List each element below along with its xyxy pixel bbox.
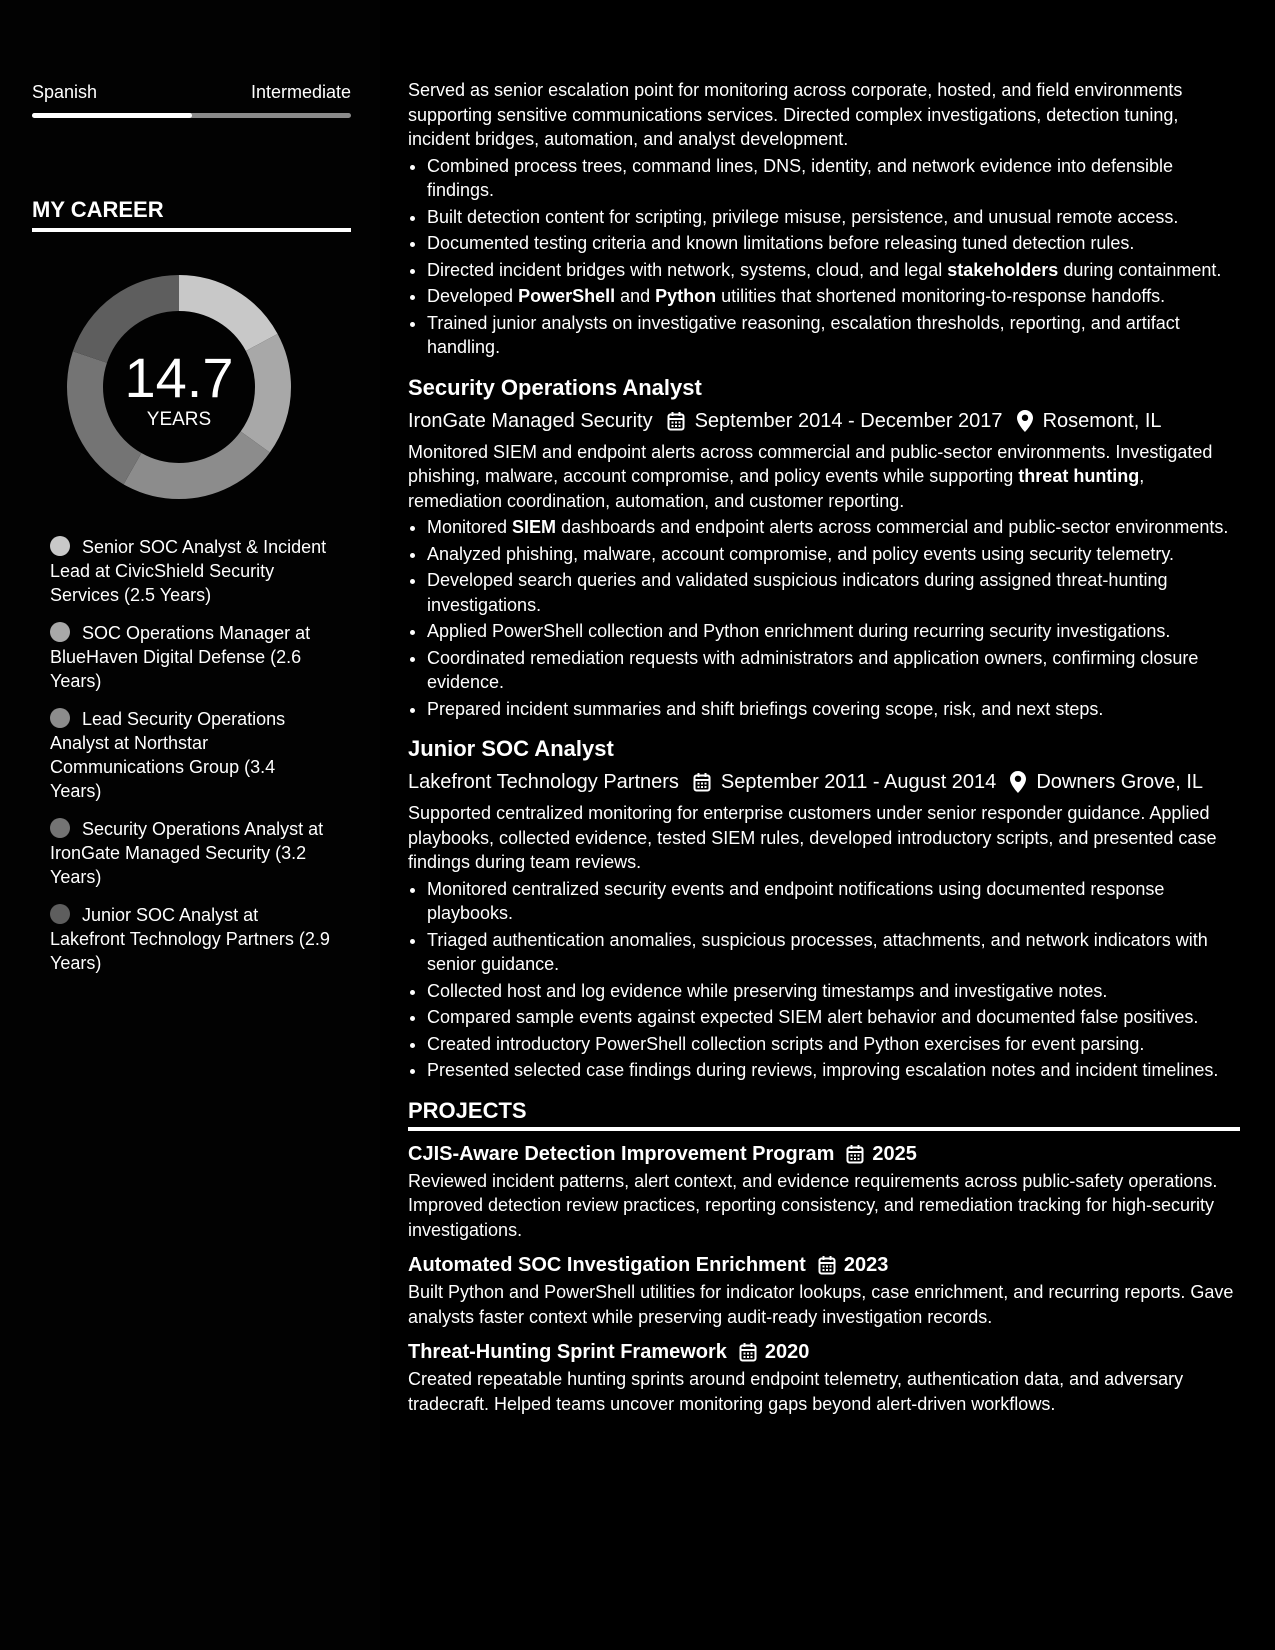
- bullet-item: [427, 1058, 1240, 1083]
- bullet-item: [427, 979, 1240, 1004]
- project-title: Automated SOC Investigation Enrichment: [408, 1254, 806, 1276]
- text-segment: Compared sample events against expected SIEM alert behavior and documented false positives.: [427, 1007, 1199, 1027]
- emphasis-text: Python: [655, 286, 717, 306]
- bullet-item: [427, 877, 1240, 926]
- career-legend: [50, 535, 330, 989]
- role-location: Rosemont, IL: [1042, 409, 1162, 432]
- role-location: Downers Grove, IL: [1036, 771, 1204, 793]
- language-name: Spanish: [32, 82, 98, 102]
- project-entry: [408, 1141, 1240, 1243]
- legend-dot: [50, 622, 70, 642]
- legend-item: [50, 903, 330, 975]
- text-segment: Applied PowerShell collection and Python enrichment during recurring security investigations.: [427, 621, 1171, 641]
- project-description: Built Python and PowerShell utilities for indicator lookups, case enrichment, and recurring reports. Gave analysts faster context while preserving audit-ready investigation records.: [408, 1282, 1234, 1327]
- text-segment: Directed incident bridges with network, systems, cloud, and legal: [427, 259, 948, 280]
- role-summary: [408, 801, 1240, 875]
- legend-label: SOC Operations Manager at BlueHaven Digital Defense (2.6 Years): [50, 623, 311, 691]
- role-entry: [408, 735, 1240, 1083]
- text-segment: during containment.: [1058, 259, 1222, 280]
- project-entry: [408, 1339, 1240, 1416]
- text-segment: Triaged authentication anomalies, suspicious processes, attachments, and network indicators with senior guidance.: [427, 929, 1208, 974]
- legend-dot: [50, 818, 70, 838]
- bullet-item: [427, 231, 1240, 256]
- text-segment: Monitored: [427, 517, 513, 537]
- projects-list: [408, 1141, 1240, 1417]
- text-segment: , remediation coordination, automation, and customer reporting.: [408, 466, 1145, 511]
- legend-item: [50, 817, 330, 889]
- legend-label: Security Operations Analyst at IronGate Managed Security (3.2 Years): [50, 819, 324, 887]
- career-donut-chart: [64, 272, 294, 502]
- company-name: Lakefront Technology Partners: [408, 771, 679, 793]
- legend-dot: [50, 536, 70, 556]
- text-segment: Monitored centralized security events and endpoint notifications using documented response playbooks.: [427, 878, 1165, 923]
- role-meta: [408, 408, 1240, 434]
- bullet-item: [427, 619, 1240, 644]
- language-skill: [32, 80, 351, 118]
- project-heading: [408, 1252, 1240, 1278]
- bullet-item: [427, 568, 1240, 617]
- role-dates: September 2014 - December 2017: [694, 409, 1003, 432]
- bullet-item: [427, 515, 1240, 540]
- bullet-item: [427, 284, 1240, 309]
- role-dates: September 2011 - August 2014: [720, 771, 997, 793]
- project-title: CJIS-Aware Detection Improvement Program: [408, 1142, 835, 1165]
- language-proficiency-fill: [32, 113, 192, 118]
- text-segment: Documented testing criteria and known limitations before releasing tuned detection rules.: [427, 233, 1135, 253]
- text-segment: Prepared incident summaries and shift briefings covering scope, risk, and next steps.: [427, 698, 1104, 719]
- text-segment: dashboards and endpoint alerts across commercial and public-sector environments.: [556, 517, 1229, 537]
- project-entry: [408, 1252, 1240, 1329]
- calendar-icon: [739, 1342, 757, 1362]
- text-segment: and: [615, 286, 656, 306]
- project-description: Created repeatable hunting sprints around endpoint telemetry, authentication data, and adversary tradecraft. Helped teams uncover monitoring gaps beyond alert-driven workflows.: [408, 1369, 1184, 1414]
- emphasis-text: PowerShell: [518, 286, 616, 306]
- role-summary: Served as senior escalation point for monitoring across corporate, hosted, and field environments supporting sensitive communications services. Directed complex investigations, detection tuning, incident bridges, automation, and analyst development.: [408, 80, 1183, 149]
- career-total-years: 14.7: [124, 346, 234, 409]
- bullet-item: [427, 205, 1240, 230]
- text-segment: Developed: [427, 286, 519, 306]
- legend-item: [50, 621, 330, 693]
- project-year: 2025: [872, 1142, 917, 1165]
- project-year: 2020: [764, 1341, 810, 1363]
- career-total-unit: YEARS: [146, 409, 212, 430]
- legend-dot: [50, 708, 70, 728]
- legend-label: Lead Security Operations Analyst at Northstar Communications Group (3.4 Years): [50, 709, 286, 801]
- text-segment: Created introductory PowerShell collection scripts and Python exercises for event parsing.: [427, 1033, 1145, 1054]
- bullet-item: [427, 154, 1240, 203]
- text-segment: Combined process trees, command lines, DNS, identity, and network evidence into defensible findings.: [427, 155, 1174, 200]
- role-entry: [408, 374, 1240, 722]
- text-segment: Coordinated remediation requests with administrators and application owners, confirming closure evidence.: [427, 647, 1199, 692]
- bullet-item: [427, 542, 1240, 567]
- text-segment: Monitored SIEM and endpoint alerts across commercial and public-sector environments. Investigated phishing, malware, account compromise, and policy events while supporting: [408, 441, 1213, 486]
- sidebar: [0, 0, 380, 1650]
- calendar-icon: [693, 772, 711, 792]
- bullet-item: [427, 928, 1240, 977]
- legend-item: [50, 707, 330, 803]
- bullet-item: [427, 1005, 1240, 1030]
- role-meta: [408, 769, 1240, 795]
- calendar-icon: [846, 1144, 864, 1164]
- company-name: IronGate Managed Security: [408, 409, 653, 432]
- calendar-icon: [667, 411, 685, 431]
- role-title: Security Operations Analyst: [408, 374, 702, 400]
- project-title: Threat-Hunting Sprint Framework: [408, 1341, 727, 1363]
- language-proficiency-bar: [32, 113, 351, 118]
- main-content: [408, 78, 1240, 1416]
- text-segment: Built detection content for scripting, privilege misuse, persistence, and unusual remote access.: [427, 206, 1179, 227]
- role-summary: [408, 440, 1240, 514]
- bullet-item: [427, 697, 1240, 722]
- legend-dot: [50, 904, 70, 924]
- text-segment: Presented selected case findings during reviews, improving escalation notes and incident timelines.: [427, 1060, 1219, 1080]
- role-bullets: [408, 154, 1240, 360]
- text-segment: Developed search queries and validated suspicious indicators during assigned threat-hunting investigations.: [427, 570, 1168, 615]
- legend-label: Junior SOC Analyst at Lakefront Technology Partners (2.9 Years): [50, 905, 330, 973]
- text-segment: utilities that shortened monitoring-to-response handoffs.: [716, 286, 1166, 306]
- career-heading: MY CAREER: [32, 196, 351, 232]
- text-segment: Supported centralized monitoring for enterprise customers under senior responder guidance. Applied playbooks, collected evidence, tested SIEM rules, developed introductory scripts, and presented case findings during team reviews.: [408, 803, 1217, 872]
- project-heading: [408, 1141, 1240, 1167]
- project-description: Reviewed incident patterns, alert context, and evidence requirements across public-safety operations. Improved detection review practices, reporting consistency, and remediation tracking for high-security investigations.: [408, 1170, 1218, 1240]
- language-level: Intermediate: [250, 82, 351, 102]
- text-segment: Collected host and log evidence while preserving timestamps and investigative notes.: [427, 980, 1108, 1001]
- legend-label: Senior SOC Analyst & Incident Lead at CivicShield Security Services (2.5 Years): [50, 537, 327, 605]
- bullet-item: [427, 258, 1240, 283]
- project-heading: [408, 1339, 1240, 1365]
- legend-item: [50, 535, 330, 607]
- project-year: 2023: [843, 1254, 889, 1276]
- calendar-icon: [818, 1255, 836, 1275]
- projects-heading: PROJECTS: [408, 1097, 1240, 1131]
- role-title: Junior SOC Analyst: [408, 736, 614, 761]
- bullet-item: [427, 646, 1240, 695]
- bullet-item: [427, 311, 1240, 360]
- text-segment: Trained junior analysts on investigative reasoning, escalation thresholds, reporting, and artifact handling.: [427, 312, 1180, 357]
- role-bullets: [408, 515, 1240, 721]
- emphasis-text: SIEM: [512, 517, 557, 537]
- map-pin-icon: [1010, 771, 1026, 793]
- emphasis-text: stakeholders: [947, 259, 1059, 280]
- map-pin-icon: [1017, 410, 1033, 432]
- emphasis-text: threat hunting: [1018, 466, 1140, 486]
- bullet-item: [427, 1032, 1240, 1057]
- text-segment: Analyzed phishing, malware, account compromise, and policy events using security telemetry.: [427, 543, 1175, 564]
- role-bullets: [408, 877, 1240, 1083]
